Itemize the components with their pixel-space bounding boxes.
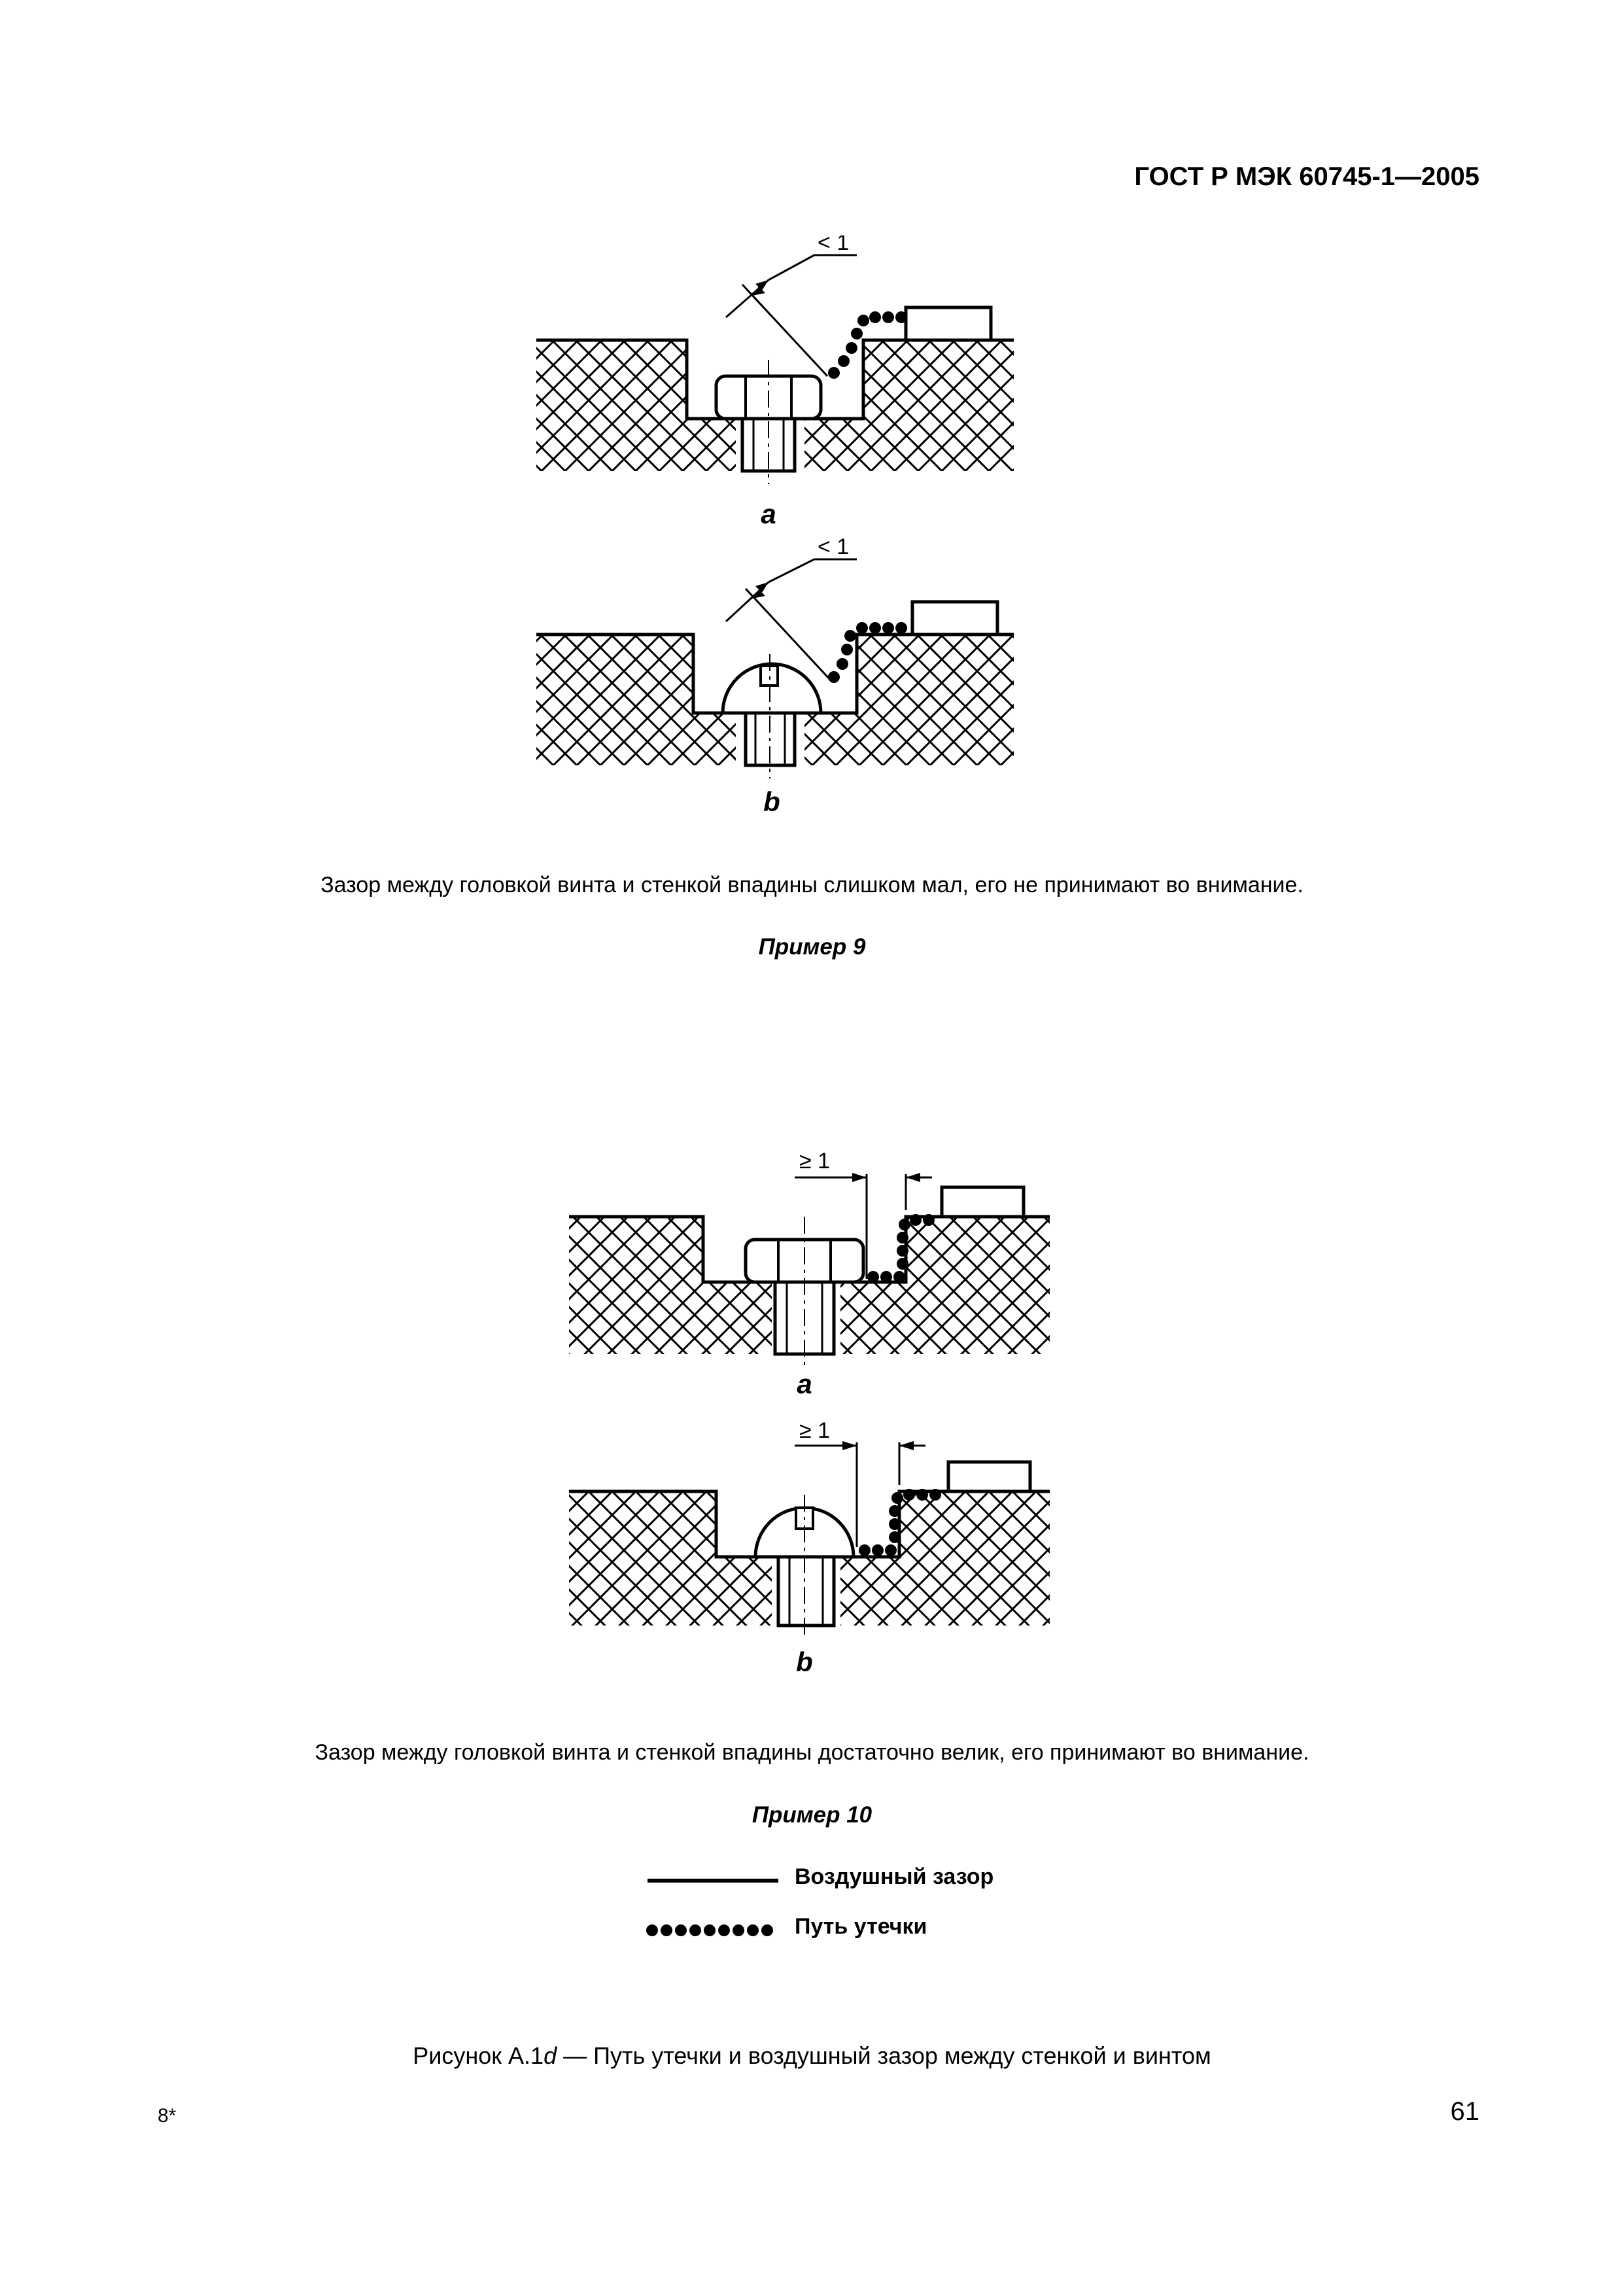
example10-title: Пример 10 <box>752 1802 872 1828</box>
fig9a-component <box>906 307 991 340</box>
example10-caption: Зазор между головкой винта и стенкой впадины достаточно велик, его принимают во внимание. <box>315 1740 1309 1765</box>
fig10a-dim-label: ≥ 1 <box>799 1149 831 1174</box>
fig9b-dim-label: < 1 <box>818 534 850 559</box>
fig10a-sublabel: a <box>797 1368 812 1399</box>
fig9a-dim-label: < 1 <box>818 235 850 255</box>
fig9a-dimension <box>726 255 857 376</box>
fig9a-drawing <box>536 235 1014 484</box>
fig10b-sublabel: b <box>796 1646 813 1677</box>
sheet-mark: 8* <box>158 2105 177 2127</box>
figure-caption-italic: d <box>544 2042 557 2069</box>
solid-line-icon <box>644 1864 782 1897</box>
fig9b-sublabel: b <box>763 786 780 817</box>
figure-caption-rest: — Путь утечки и воздушный зазор между стенкой и винтом <box>557 2042 1211 2069</box>
dotted-line-icon <box>644 1914 782 1947</box>
legend-creepage-label: Путь утечки <box>795 1914 927 1939</box>
page-number: 61 <box>1450 2097 1479 2126</box>
fig10b-dim-label: ≥ 1 <box>799 1418 831 1443</box>
example9-figure <box>0 235 1624 863</box>
legend-air-gap-label: Воздушный зазор <box>795 1864 994 1889</box>
fig9b-component <box>912 602 997 635</box>
legend-creepage <box>644 1914 1037 1947</box>
example10-figure <box>0 1138 1624 1701</box>
fig9a-sublabel: a <box>761 498 776 529</box>
fig10b-drawing <box>569 1418 1050 1639</box>
fig9b-drawing <box>536 534 1014 778</box>
standard-designation: ГОСТ Р МЭК 60745-1—2005 <box>1134 162 1479 191</box>
example9-caption: Зазор между головкой винта и стенкой впадины слишком мал, его не принимают во внимание. <box>320 873 1304 897</box>
figure-caption-prefix: Рисунок А.1 <box>413 2042 544 2069</box>
figure-caption <box>0 2042 1624 2070</box>
fig9a-body <box>536 340 736 471</box>
fig10a-drawing <box>569 1149 1050 1367</box>
legend-air-gap <box>644 1864 1037 1897</box>
fig10b-component <box>948 1462 1030 1491</box>
example9-title: Пример 9 <box>758 934 866 960</box>
fig10a-component <box>942 1187 1024 1217</box>
